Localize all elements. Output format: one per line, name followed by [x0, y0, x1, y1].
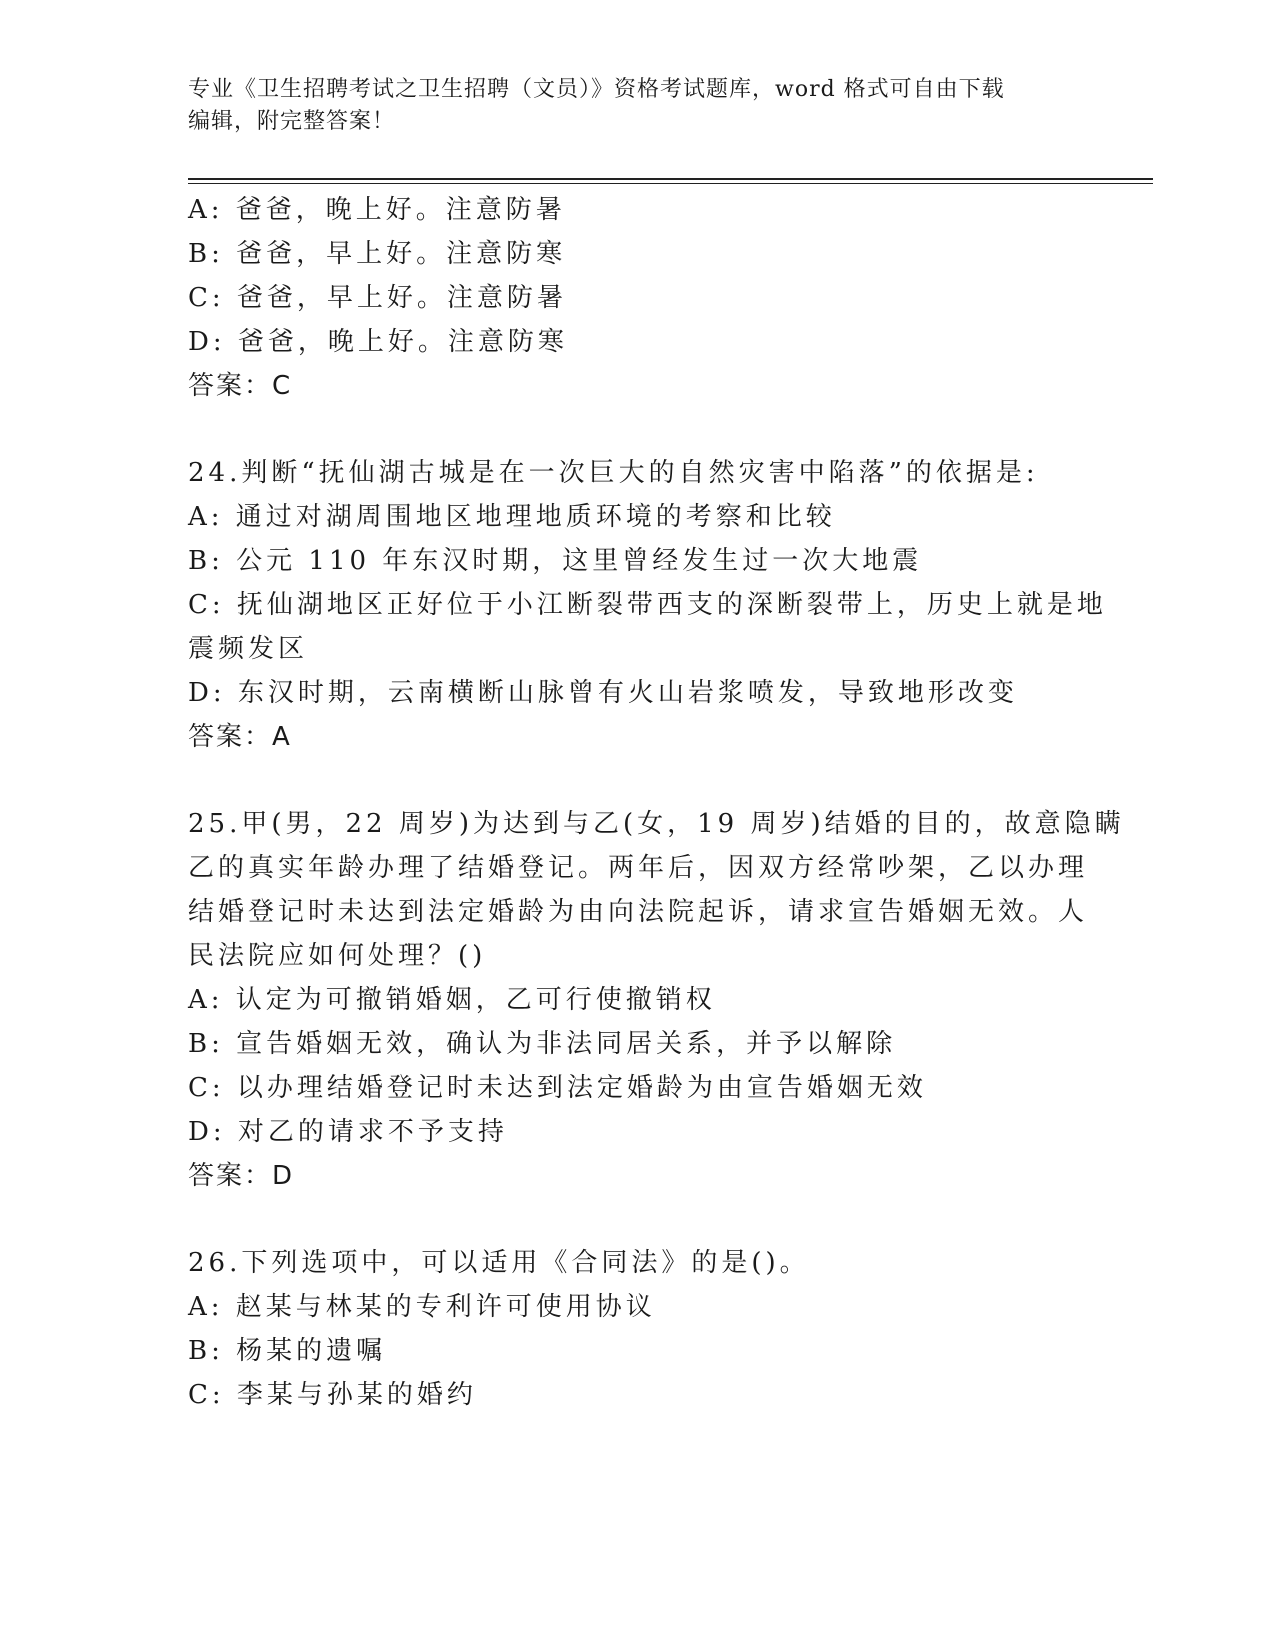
q25-option-d: D: 对乙的请求不予支持: [188, 1117, 508, 1147]
q25-option-c: C: 以办理结婚登记时未达到法定婚龄为由宣告婚姻无效: [188, 1073, 927, 1103]
q23-answer: 答案：C: [188, 371, 293, 401]
document-header: [188, 74, 1088, 138]
q23-option-d: D: 爸爸，晚上好。注意防寒: [188, 327, 568, 357]
q25-option-a: A: 认定为可撤销婚姻，乙可行使撤销权: [188, 985, 716, 1015]
q23-option-a: A: 爸爸，晚上好。注意防暑: [188, 195, 566, 225]
q23-option-b: B: 爸爸，早上好。注意防寒: [188, 239, 567, 269]
q24-option-a: A: 通过对湖周围地区地理地质环境的考察和比较: [188, 502, 836, 532]
q25-option-b: B: 宣告婚姻无效，确认为非法同居关系，并予以解除: [188, 1029, 897, 1059]
q25-stem-line-3: 结婚登记时未达到法定婚龄为由向法院起诉，请求宣告婚姻无效。人: [188, 897, 1089, 927]
header-divider-thin: [188, 183, 1153, 184]
q24-option-c-line-2: 震频发区: [188, 634, 309, 664]
q26-stem: 26.下列选项中，可以适用《合同法》的是()。: [188, 1248, 810, 1278]
q25-answer: 答案：D: [188, 1161, 295, 1191]
q26-option-a: A: 赵某与林某的专利许可使用协议: [188, 1292, 656, 1322]
header-divider-thick: [188, 178, 1153, 180]
q24-answer: 答案：A: [188, 722, 292, 752]
header-line-1: 专业《卫生招聘考试之卫生招聘（文员）》资格考试题库，word 格式可自由下载: [188, 77, 1005, 102]
q25-stem-line-2: 乙的真实年龄办理了结婚登记。两年后，因双方经常吵架，乙以办理: [188, 853, 1089, 883]
q26-option-c: C: 李某与孙某的婚约: [188, 1380, 477, 1410]
q24-option-d: D: 东汉时期，云南横断山脉曾有火山岩浆喷发，导致地形改变: [188, 678, 1018, 708]
q24-option-c-line-1: C: 抚仙湖地区正好位于小江断裂带西支的深断裂带上，历史上就是地: [188, 590, 1107, 620]
q23-option-c: C: 爸爸，早上好。注意防暑: [188, 283, 567, 313]
q24-stem: 24.判断“抚仙湖古城是在一次巨大的自然灾害中陷落”的依据是:: [188, 458, 1039, 488]
q24-option-b: B: 公元 110 年东汉时期，这里曾经发生过一次大地震: [188, 546, 923, 576]
q26-option-b: B: 杨某的遗嘱: [188, 1336, 387, 1366]
header-line-2: 编辑，附完整答案！: [188, 109, 396, 134]
q25-stem-line-4: 民法院应如何处理？(): [188, 941, 487, 971]
q25-stem-line-1: 25.甲(男，22 周岁)为达到与乙(女，19 周岁)结婚的目的，故意隐瞒: [188, 809, 1125, 839]
